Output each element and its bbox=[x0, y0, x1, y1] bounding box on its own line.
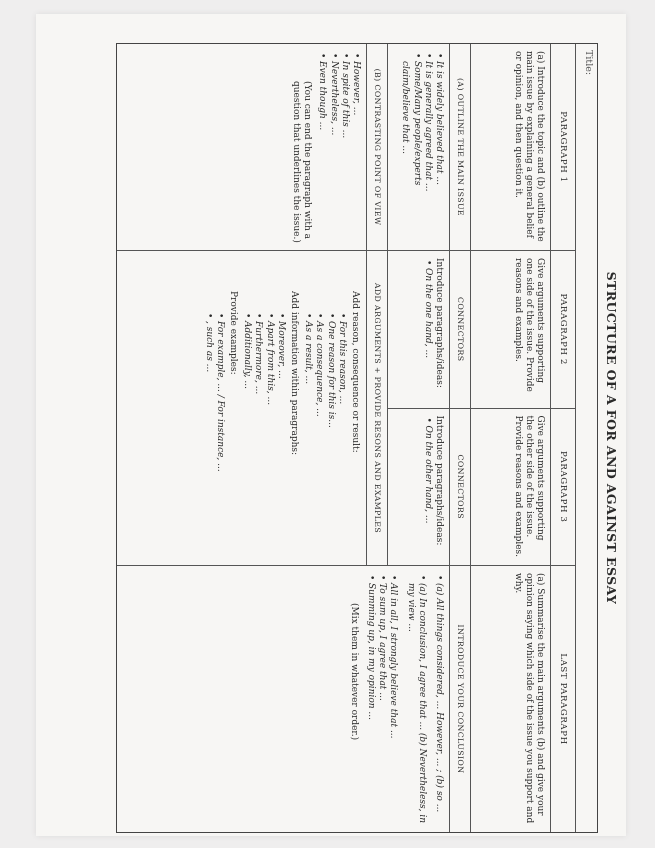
structure-table bbox=[116, 43, 598, 833]
list-item: • Additionally, ... bbox=[240, 321, 251, 557]
paragraph-1-header: PARAGRAPH 1 bbox=[550, 44, 575, 250]
arguments-subheader: ADD ARGUMENTS + PROVIDE RESONS AND EXAMPLES bbox=[366, 251, 387, 565]
list-item: • , such as ... bbox=[202, 321, 213, 557]
list-item: • Moreover, ... bbox=[274, 321, 285, 557]
list-item: • As a result, ... bbox=[301, 321, 312, 557]
document-heading: STRUCTURE OF A FOR AND AGAINST ESSAY bbox=[603, 271, 619, 605]
paragraphs-2-3-top bbox=[387, 251, 575, 565]
paper-sheet bbox=[36, 14, 626, 836]
arguments-connectors bbox=[117, 251, 366, 565]
list-item: • Apart from this, ... bbox=[263, 321, 274, 557]
paragraph-3-intro: Introduce paragraphs/ideas: bbox=[433, 415, 444, 546]
list-item: • As a consequence, ... bbox=[313, 321, 324, 557]
last-paragraph-phrases bbox=[117, 566, 449, 832]
paragraph-3-subheader: CONNECTORS bbox=[449, 409, 470, 566]
paragraph-1-subheader-b: (B) CONTRASTING POINT OF VIEW bbox=[366, 44, 387, 250]
examples-intro: Provide examples: bbox=[227, 291, 238, 375]
list-item: • However, ... bbox=[349, 61, 360, 243]
last-paragraph-subheader: INTRODUCE YOUR CONCLUSION bbox=[449, 566, 470, 832]
list-item: • One reason for this is... bbox=[324, 321, 335, 557]
list-item: • For example, ... / For instance, ... bbox=[213, 321, 224, 557]
list-item: • Furthermore, ... bbox=[252, 321, 263, 557]
paragraph-2-header: PARAGRAPH 2 bbox=[550, 251, 575, 408]
title-label: Title: bbox=[582, 50, 594, 76]
essay-structure-document bbox=[104, 43, 624, 833]
list-item: • For this reason, ... bbox=[335, 321, 346, 557]
paragraph-1-note: (You can end the paragraph with a question that underlines the issue.) bbox=[290, 81, 312, 243]
last-paragraph-header: LAST PARAGRAPH bbox=[550, 566, 575, 832]
paragraph-2-connectors bbox=[387, 251, 449, 408]
paragraph-3-header: PARAGRAPH 3 bbox=[550, 409, 575, 566]
last-paragraph-note: (Mix them in whatever order.) bbox=[348, 603, 359, 741]
list-item: • On the one hand, ... bbox=[421, 268, 432, 401]
list-item: • In spite of this ... bbox=[338, 61, 349, 243]
list-item: • It is widely believed that ... bbox=[432, 61, 443, 243]
list-item: • To sum up, I agree that ... bbox=[375, 583, 386, 825]
paragraph-1-outline-phrases bbox=[387, 44, 449, 250]
paragraph-2-subheader: CONNECTORS bbox=[449, 251, 470, 408]
column-last-paragraph bbox=[117, 566, 575, 832]
paragraph-3-description: Give arguments supporting the other side of the issue. Provide reasons and examples. bbox=[470, 409, 550, 566]
table-grid bbox=[117, 44, 575, 832]
title-row bbox=[575, 44, 597, 832]
list-item: • Nevertheless, ... bbox=[327, 61, 338, 243]
list-item: • (a) All things considered, ... However, ... ; (b) so ... bbox=[432, 583, 443, 825]
reason-intro: Add reason, consequence or result: bbox=[349, 291, 360, 453]
last-paragraph-description: (a) Summarise the main arguments (b) and give your opinion saying which side of the issue you support and why. bbox=[470, 566, 550, 832]
paragraph-1-contrast-phrases bbox=[117, 44, 366, 250]
list-item: • (a) In conclusion, I agree that ... (b) Nevertheless, in my view ... bbox=[404, 583, 426, 825]
info-intro: Add information within paragraphs: bbox=[288, 291, 299, 456]
paragraph-1-subheader-a: (A) OUTLINE THE MAIN ISSUE bbox=[449, 44, 470, 250]
column-paragraph-1 bbox=[117, 44, 575, 251]
paragraph-2-description: Give arguments supporting one side of the issue. Provide reasons and examples. bbox=[470, 251, 550, 408]
list-item: • Summing up, in my opinion ... bbox=[364, 583, 375, 825]
list-item: • Some/Many people/experts claim/believe that ... bbox=[399, 61, 421, 243]
list-item: • On the other hand, ... bbox=[421, 426, 432, 559]
paragraph-2-intro: Introduce paragraphs/ideas: bbox=[433, 258, 444, 388]
column-paragraph-2 bbox=[387, 251, 575, 409]
list-item: • All in all, I strongly believe that ... bbox=[387, 583, 398, 825]
paragraph-3-connectors bbox=[387, 409, 449, 566]
list-item: • It is generally agreed that ... bbox=[421, 61, 432, 243]
column-paragraphs-2-3 bbox=[117, 251, 575, 566]
paragraph-1-description: (a) Introduce the topic and (b) outline the main issue by explaining a general belief or opinion, and then question it. bbox=[470, 44, 550, 250]
column-paragraph-3 bbox=[387, 409, 575, 566]
list-item: • Even though ... bbox=[316, 61, 327, 243]
